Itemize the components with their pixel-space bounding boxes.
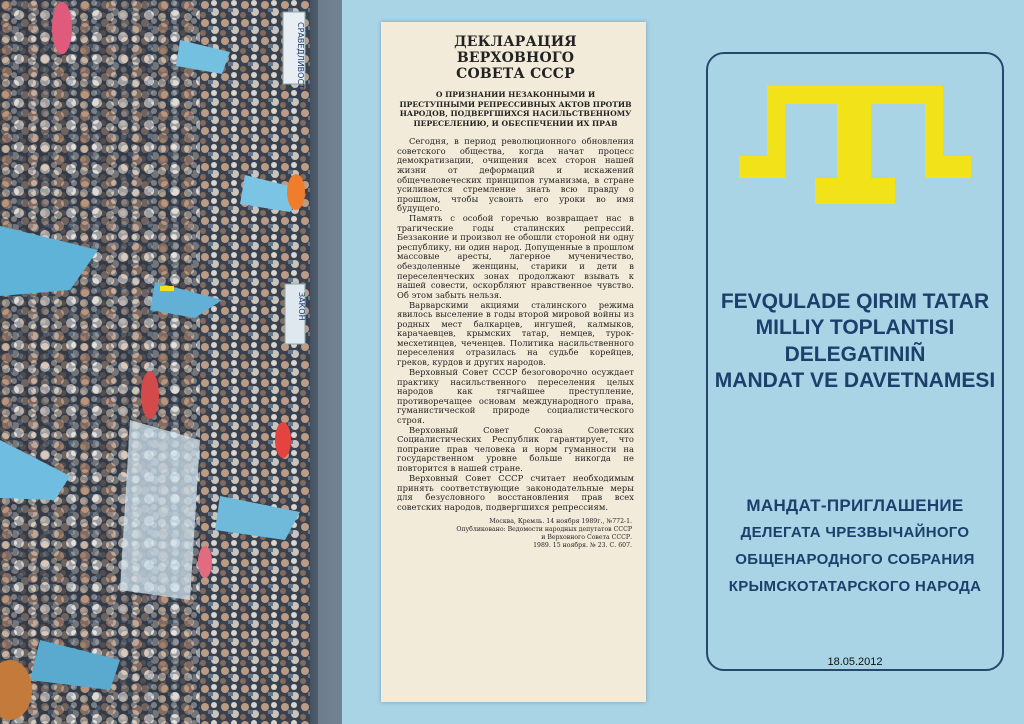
declaration-document: [381, 22, 646, 702]
crowd-photo: [0, 0, 342, 724]
declaration-publication: 1989. 15 ноября. № 23. С. 607.: [533, 542, 632, 550]
mandate-latin-title-line: MANDAT VE DAVETNAMESI: [714, 369, 996, 392]
mandate-date: 18.05.2012: [827, 656, 883, 668]
declaration-paragraph: Варварскими акциями сталинского режима явилось выселение в годы второй мировой войны из родных мест балкарцев, ингушей, калмыков, карачаевцев, крымских татар, немцев, турок-месхетинцев, чеченцев. Политика насильственного переселения отразилась на судьбе корейцев, греков, курдов и других народов.: [397, 299, 634, 367]
declaration-paragraph: Верховный Совет СССР безоговорочно осуждает практику насильственного переселения целых народов как тягчайшее преступление, противоречащее основам международного права, гуманистической природе социалистического строя.: [397, 367, 634, 425]
umbrella: [198, 546, 212, 578]
declaration-publication: Опубликовано: Ведомости народных депутатов СССР: [456, 526, 632, 534]
declaration-title-line: ДЕКЛАРАЦИЯ ВЕРХОВНОГО: [454, 34, 577, 66]
banner-text: ЗАКОН: [297, 292, 306, 321]
declaration-paragraph: Память с особой горечью возвращает нас в трагические годы сталинских репрессий. Беззаконие и произвол не обошли стороной ни одну республику, ни один народ. Допущенные в прошлом массовые аресты, лагерное мученичество, обездоленные женщины, старики и дети в переселенческих зонах продолжают взывать к нашей совести, оскорбляют нравственное чувство. Об этом забыть нельзя.: [397, 213, 634, 300]
mandate-latin-title-line: DELEGATINIÑ: [784, 343, 926, 366]
declaration-publication: и Верховного Совета СССР.: [541, 534, 632, 542]
umbrella: [52, 2, 72, 54]
declaration-subtitle: О ПРИЗНАНИИ НЕЗАКОННЫМИ И ПРЕСТУПНЫМИ РЕПРЕССИВНЫХ АКТОВ ПРОТИВ НАРОДОВ, ПОДВЕРГШИХСЯ НАСИЛЬСТВЕННОМУ ПЕРЕСЕЛЕНИЮ, И ОБЕСПЕЧЕНИИ ИХ ПРАВ: [399, 90, 632, 128]
umbrella: [287, 174, 305, 210]
declaration-place-date: Москва, Кремль. 14 ноября 1989г., №772-1.: [489, 518, 632, 526]
mandate-latin-title-line: FEVQULADE QIRIM TATAR: [720, 290, 990, 313]
declaration-title-line: СОВЕТА СССР: [456, 66, 575, 82]
mandate-cyrillic-line: ДЕЛЕГАТА ЧРЕЗВЫЧАЙНОГО: [740, 524, 970, 541]
declaration-paragraph: Сегодня, в период революционного обновления советского общества, когда начат процесс демократизации, очищения всех сторон нашей жизни от деформаций и искажений общечеловеческих принципов гуманизма, в стране усиливается стремление знать всю правду о прошлом, чтобы усвоить его уроки во имя будущего.: [397, 136, 634, 214]
mandate-cyrillic-title: МАНДАТ-ПРИГЛАШЕНИЕ: [746, 496, 964, 515]
declaration-title: [397, 34, 634, 82]
mandate-cyrillic-line: КРЫМСКОТАТАРСКОГО НАРОДА: [728, 578, 982, 595]
large-banner: [120, 420, 200, 600]
banner-text: СРАВЕДЛИВОСТЬ: [296, 22, 305, 95]
protest-banner: [285, 284, 306, 344]
tamga-icon: [739, 86, 971, 206]
declaration-paragraph: Верховный Совет СССР считает необходимым принять соответствующие законодательные меры для безусловного восстановления прав всех советских народов, подвергшихся репрессиям.: [397, 473, 634, 512]
umbrella: [275, 422, 291, 458]
umbrella: [141, 371, 159, 419]
mandate-cyrillic-line: ОБЩЕНАРОДНОГО СОБРАНИЯ: [735, 551, 975, 568]
declaration-paragraph: Верховный Совет Союза Советских Социалистических Республик гарантирует, что попрание прав человека и норм гуманности на государственном уровне больше никогда не повторится в нашей стране.: [397, 424, 634, 473]
mandate-latin-title-line: MILLIY TOPLANTISI: [755, 316, 955, 339]
crowd-photo-image: [0, 0, 342, 724]
protest-banner: [283, 12, 305, 94]
tamga-small-icon: [160, 286, 174, 291]
